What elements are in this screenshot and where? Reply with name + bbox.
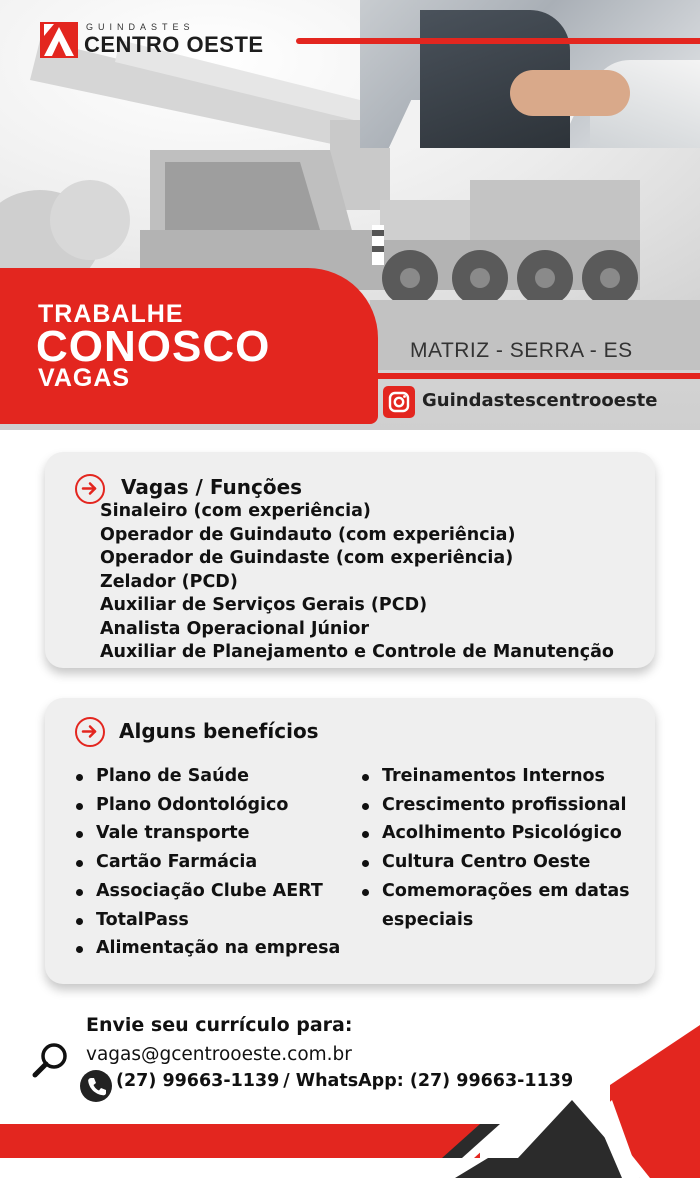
beneficio-item: TotalPass — [76, 906, 340, 935]
contact-email[interactable]: vagas@gcentrooeste.com.br — [86, 1044, 352, 1065]
whatsapp-number[interactable]: / WhatsApp: (27) 99663-1139 — [283, 1071, 574, 1091]
hero-banner — [0, 0, 700, 430]
vagas-title: Vagas / Funções — [121, 475, 303, 499]
phone-number[interactable]: (27) 99663-1139 — [116, 1071, 280, 1091]
beneficios-title: Alguns benefícios — [119, 719, 319, 743]
vaga-item: Operador de Guindaste (com experiência) — [100, 548, 514, 568]
header-accent-line — [296, 38, 700, 44]
vaga-item: Auxiliar de Planejamento e Controle de Manutenção — [100, 642, 614, 662]
vaga-item: Operador de Guindauto (com experiência) — [100, 524, 516, 545]
beneficio-item: Plano Odontológico — [76, 791, 340, 820]
vaga-item: Zelador (PCD) — [100, 571, 238, 592]
phone-icon — [80, 1070, 112, 1102]
beneficio-item: Acolhimento Psicológico — [362, 819, 630, 848]
handshake-photo — [360, 0, 700, 148]
search-icon — [30, 1040, 74, 1080]
beneficio-item-continuation: especiais — [382, 909, 474, 930]
beneficio-item: Alimentação na empresa — [76, 934, 340, 963]
contact-heading: Envie seu currículo para: — [86, 1014, 353, 1036]
arrow-right-circle-icon — [75, 717, 105, 747]
logo-icon — [40, 22, 78, 58]
vaga-item: Auxiliar de Serviços Gerais (PCD) — [100, 595, 428, 615]
beneficio-item: Comemorações em datas — [362, 877, 630, 906]
title-trabalhe: TRABALHE — [38, 300, 184, 328]
beneficio-item: Treinamentos Internos — [362, 762, 630, 791]
beneficio-item: Cartão Farmácia — [76, 848, 340, 877]
vaga-item: Analista Operacional Júnior — [100, 618, 370, 639]
beneficio-item: Crescimento profissional — [362, 791, 630, 820]
vagas-list — [100, 500, 690, 665]
location-label: MATRIZ - SERRA - ES — [410, 339, 633, 362]
beneficios-list-left — [76, 762, 340, 963]
brand-tagline: GUINDASTES — [86, 22, 195, 32]
beneficio-item: Vale transporte — [76, 819, 340, 848]
location-accent-line — [378, 373, 700, 379]
beneficios-list-right — [362, 762, 630, 934]
beneficio-item: Cultura Centro Oeste — [362, 848, 630, 877]
beneficio-item: Associação Clube AERT — [76, 877, 340, 906]
instagram-handle[interactable]: Guindastescentrooeste — [422, 390, 658, 411]
title-conosco: CONOSCO — [36, 322, 271, 371]
vaga-item: Sinaleiro (com experiência) — [100, 501, 371, 521]
title-vagas: VAGAS — [38, 364, 131, 392]
contact-phone — [116, 1071, 573, 1091]
instagram-icon[interactable] — [383, 386, 415, 418]
brand-name: CENTRO OESTE — [84, 32, 264, 57]
beneficio-item: Plano de Saúde — [76, 762, 340, 791]
